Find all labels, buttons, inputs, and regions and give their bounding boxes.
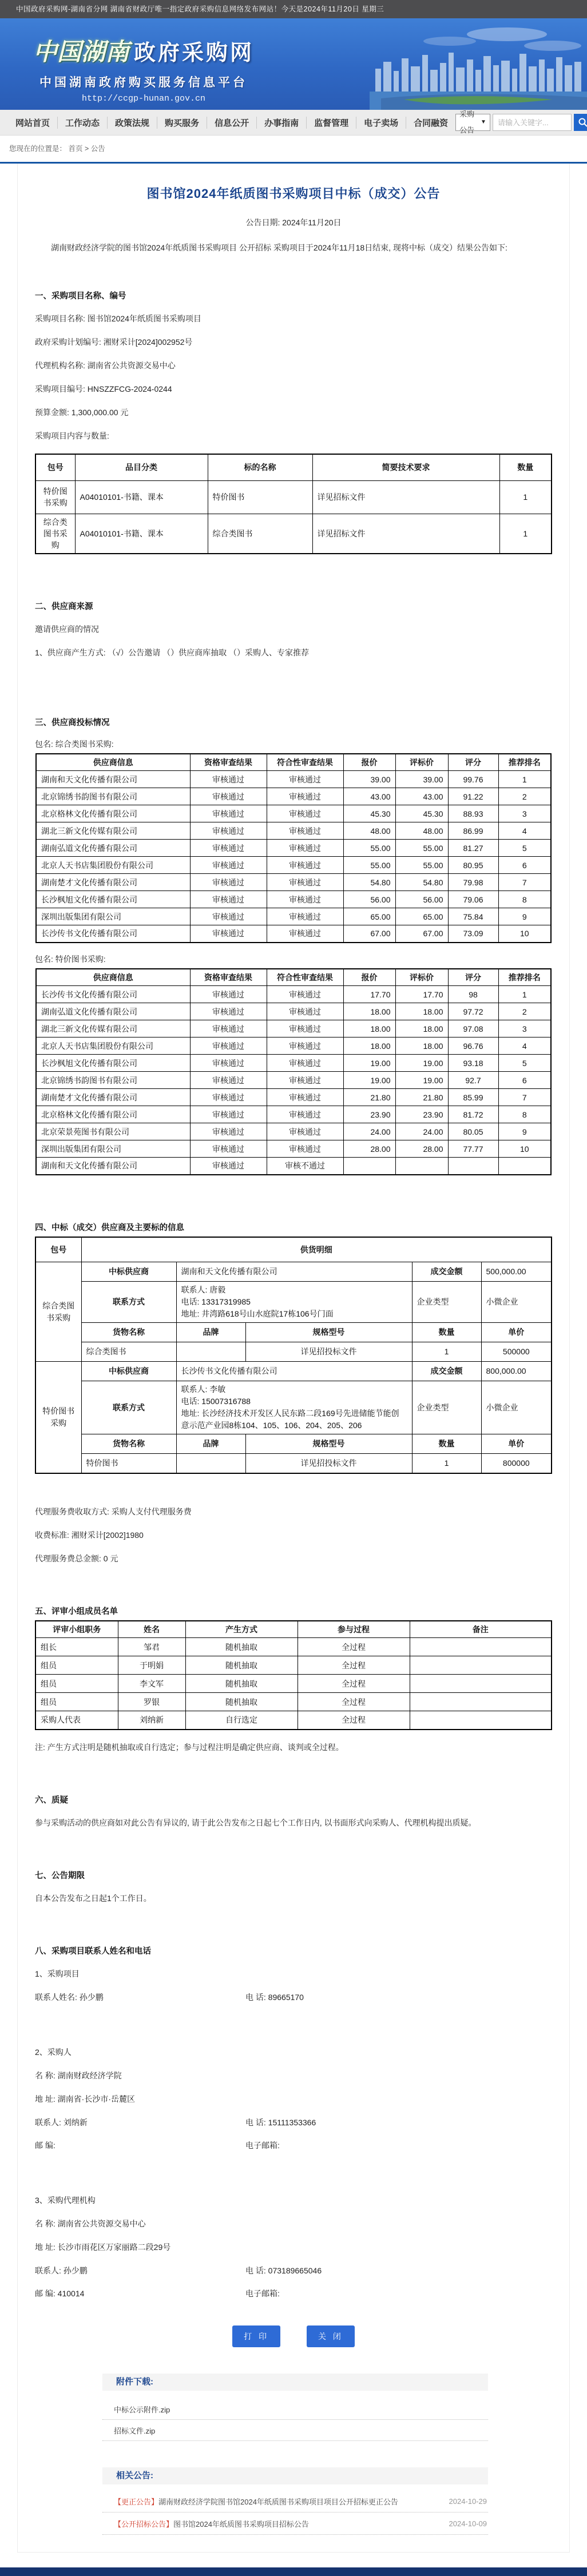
column-header: 报价 [343,969,395,986]
enterprise-type: 小微企业 [481,1381,552,1434]
table-row: 湖南弘道文化传播有限公司 审核通过 审核通过 55.00 55.00 81.27 5 [36,840,551,857]
nav-item-contract-finance[interactable]: 合同融资 [406,117,455,129]
column-header: 供应商信息 [36,754,190,771]
column-header: 资格审查结果 [190,969,267,986]
label-unit-price: 单价 [481,1323,552,1342]
nav-item-supervision[interactable]: 监督管理 [307,117,356,129]
award-amount: 800,000.00 [481,1362,552,1381]
project-contact-name: 联系人姓名: 孙少鹏 [35,1991,245,2003]
award-table [35,1237,552,1474]
table-row: 长沙枫旭文化传播有限公司 审核通过 审核通过 56.00 56.00 79.06 8 [36,891,551,908]
label-winning-supplier: 中标供应商 [81,1362,176,1381]
table-row: 组员 罗银 随机抽取 全过程 [35,1693,552,1711]
column-header: 产生方式 [185,1621,298,1638]
column-header: 供应商信息 [36,969,190,986]
contact-person: 联系人: 唐毅 [181,1284,407,1296]
breadcrumb-separator: > [85,145,91,153]
attachments-section [102,2374,488,2441]
table-row: 组员 于明娟 随机抽取 全过程 [35,1656,552,1675]
announcement-title: 图书馆2024年纸质图书采购项目招标公告 [173,2518,442,2529]
table-row: 特价图书采购 A04010101-书籍、课本 特价图书 详见招标文件 1 [35,480,552,514]
table-row: 湖南楚才文化传播有限公司 审核通过 审核通过 54.80 54.80 79.98 7 [36,874,551,891]
label-spec: 规格型号 [245,1434,412,1454]
announcement-tag: 【公开招标公告】 [114,2518,173,2529]
announcement-tag: 【更正公告】 [114,2496,158,2507]
review-panel-table [35,1620,552,1730]
agent-fee-method: 代理服务费收取方式: 采购人支付代理服务费 [35,1506,552,1518]
search-category-select[interactable] [455,114,490,131]
section4-heading: 四、中标（成交）供应商及主要标的信息 [35,1221,552,1233]
goods-name: 特价图书 [81,1454,176,1473]
publish-date: 公告日期: 2024年11月20日 [35,217,552,228]
column-header: 报价 [343,754,395,771]
table-row: 长沙传书文化传播有限公司 审核通过 审核通过 17.70 17.70 98 1 [36,986,551,1003]
items-label: 采购项目内容与数量: [35,430,552,442]
topbar-text: 中国政府采购网-湖南省分网 湖南省财政厅唯一指定政府采购信息网络发布网站！今天是2024年11月20日 星期三 [16,5,384,13]
bids-table-comprehensive [35,753,552,943]
notice-intro: 湖南财政经济学院的图书馆2024年纸质图书采购项目 公开招标 采购项目于2024年11月18日结束, 现将中标（成交）结果公告如下: [35,241,552,255]
agent-address: 地 址: 长沙市雨花区万家丽路二段29号 [35,2241,552,2253]
contact-person: 联系人: 李敏 [181,1384,407,1396]
page-title: 图书馆2024年纸质图书采购项目中标（成交）公告 [35,184,552,202]
nav-item-news[interactable]: 工作动态 [58,117,108,129]
supplier-invite-label: 邀请供应商的情况 [35,623,552,635]
project-number: 采购项目编号: HNSZZFCG-2024-0244 [35,383,552,395]
agency-name: 代理机构名称: 湖南省公共资源交易中心 [35,360,552,372]
table-row [35,1362,552,1381]
goods-qty: 1 [412,1342,481,1362]
nav-item-info-disclosure[interactable]: 信息公开 [207,117,257,129]
breadcrumb-prefix: 您现在的位置是： [9,145,66,153]
table-row: 湖北三新文化传媒有限公司 审核通过 审核通过 18.00 18.00 97.08 3 [36,1020,551,1037]
announcement-title: 湖南财政经济学院图书馆2024年纸质图书采购项目项目公开招标更正公告 [158,2496,442,2507]
logo-main-text: 政府采购网 [134,35,254,66]
award-col-package: 包号 [35,1237,81,1262]
print-button[interactable]: 打 印 [232,2325,280,2347]
label-award-amount: 成交金额 [412,1262,481,1282]
table-row: 组长 邹君 随机抽取 全过程 [35,1638,552,1656]
goods-spec: 详见招投标文件 [245,1342,412,1362]
contact-address: 地址: 井湾路618号山水庭院17栋106号门面 [181,1308,407,1320]
nav-item-policy[interactable]: 政策法规 [108,117,157,129]
announcement-date: 2024-10-29 [449,2497,487,2506]
table-row: 北京格林文化传播有限公司 审核通过 审核通过 23.90 23.90 81.72 8 [36,1106,551,1123]
attachments-heading: 附件下载: [102,2374,488,2391]
nav-item-home[interactable]: 网站首页 [8,117,58,129]
column-header: 评标价 [395,754,448,771]
label-goods-name: 货物名称 [81,1323,176,1342]
contact-sub2: 2、采购人 [35,2046,552,2058]
table-row: 组员 李文军 随机抽取 全过程 [35,1675,552,1693]
winning-supplier: 长沙传书文化传播有限公司 [176,1362,412,1381]
column-header: 资格审查结果 [190,754,267,771]
table-row: 湖南和天文化传播有限公司 审核通过 审核通过 39.00 39.00 99.76 1 [36,771,551,788]
goods-brand [176,1454,245,1473]
nav-item-e-mall[interactable]: 电子卖场 [356,117,406,129]
announcement-date: 2024-10-09 [449,2519,487,2528]
label-qty: 数量 [412,1323,481,1342]
chevron-down-icon: ▼ [481,114,486,130]
column-header: 品目分类 [75,454,208,480]
table-row: 深圳出版集团有限公司 审核通过 审核通过 65.00 65.00 75.84 9 [36,908,551,925]
contact-sub1: 1、采购项目 [35,1968,552,1980]
table-row: 湖北三新文化传媒有限公司 审核通过 审核通过 48.00 48.00 86.99 4 [36,822,551,840]
column-header: 包号 [35,454,75,480]
table-row: 湖南楚才文化传播有限公司 审核通过 审核通过 21.80 21.80 85.99 7 [36,1089,551,1106]
goods-name: 综合类图书 [81,1342,176,1362]
section7-heading: 七、公告期限 [35,1869,552,1881]
project-contact-phone: 电 话: 89665170 [245,1991,304,2003]
attachment-file-link[interactable]: 中标公示附件.zip [102,2399,488,2420]
table-row [35,1342,552,1362]
buyer-address: 地 址: 湖南省·长沙市·岳麓区 [35,2093,552,2105]
banner-subtitle: 中国湖南政府购买服务信息平台 [33,73,254,90]
buyer-name: 名 称: 湖南财政经济学院 [35,2070,552,2082]
table-row [35,1454,552,1473]
budget-amount: 预算金额: 1,300,000.00 元 [35,407,552,419]
goods-brand [176,1342,245,1362]
column-header: 推荐排名 [498,969,551,986]
attachment-file-link[interactable]: 招标文件.zip [102,2420,488,2441]
notice-content [17,164,570,2553]
breadcrumb [0,136,587,162]
nav-item-purchase-service[interactable]: 购买服务 [157,117,207,129]
site-banner [0,18,587,110]
enterprise-type: 小微企业 [481,1282,552,1323]
contact-address: 地址: 长沙经济技术开发区人民东路二段169号先进储能节能创意示范产业园8栋104、105、106、204、205、206 [181,1408,407,1432]
breadcrumb-home-link[interactable]: 首页 [69,145,83,153]
action-buttons [35,2325,552,2347]
buyer-email: 电子邮箱: [245,2140,280,2151]
award-package-name: 特价图书采购 [35,1362,81,1473]
related-announcement-link[interactable] [102,2490,488,2513]
goods-unit-price: 500000 [481,1342,552,1362]
package-label-special: 包名: 特价图书采购: [35,953,552,965]
project-name: 采购项目名称: 图书馆2024年纸质图书采购项目 [35,313,552,325]
table-row [35,1282,552,1323]
label-brand: 品牌 [176,1323,245,1342]
label-goods-name: 货物名称 [81,1434,176,1454]
agent-email: 电子邮箱: [245,2288,280,2299]
column-header: 标的名称 [208,454,312,480]
label-contact: 联系方式 [81,1381,176,1434]
table-row [35,1381,552,1434]
supplier-contact [176,1381,412,1434]
goods-unit-price: 800000 [481,1454,552,1473]
site-footer-bar [0,2567,587,2576]
table-row: 北京荣景苑图书有限公司 审核通过 审核通过 24.00 24.00 80.05 9 [36,1123,551,1140]
banner-url: http://ccgp-hunan.gov.cn [33,94,254,104]
label-enterprise-type: 企业类型 [412,1282,481,1323]
label-unit-price: 单价 [481,1434,552,1454]
agent-name-line: 名 称: 湖南省公共资源交易中心 [35,2218,552,2230]
column-header: 评审小组职务 [35,1621,118,1638]
section1-heading: 一、采购项目名称、编号 [35,289,552,301]
search-input[interactable] [493,114,572,131]
search-button[interactable] [574,114,587,131]
winning-supplier: 湖南和天文化传播有限公司 [176,1262,412,1282]
column-header: 参与过程 [298,1621,410,1638]
objection-text: 参与采购活动的供应商如对此公告有异议的, 请于此公告发布之日起七个工作日内, 以书面形式向采购人、代理机构提出质疑。 [35,1817,552,1829]
label-brand: 品牌 [176,1434,245,1454]
table-row: 长沙枫旭文化传播有限公司 审核通过 审核通过 19.00 19.00 93.18 5 [36,1055,551,1072]
search-category-value: 采购公告 [459,106,476,138]
award-amount: 500,000.00 [481,1262,552,1282]
table-row: 北京格林文化传播有限公司 审核通过 审核通过 45.30 45.30 88.93 3 [36,805,551,822]
table-row: 北京人天书店集团股份有限公司 审核通过 审核通过 18.00 18.00 96.76 4 [36,1037,551,1055]
section8-heading: 八、采购项目联系人姓名和电话 [35,1945,552,1957]
label-spec: 规格型号 [245,1323,412,1342]
plan-number: 政府采购计划编号: 湘财采计[2024]002952号 [35,336,552,348]
label-qty: 数量 [412,1434,481,1454]
section3-heading: 三、供应商投标情况 [35,716,552,728]
column-header: 评分 [448,969,498,986]
table-row: 北京人天书店集团股份有限公司 审核通过 审核通过 55.00 55.00 80.95 6 [36,857,551,874]
related-announcement-link[interactable] [102,2513,488,2535]
site-topbar [0,0,587,18]
section5-heading: 五、评审小组成员名单 [35,1605,552,1617]
logo-calligraphy-text: 中国湖南 [33,33,129,67]
contact-sub3: 3、采购代理机构 [35,2195,552,2207]
label-winning-supplier: 中标供应商 [81,1262,176,1282]
agent-zip: 邮 编: 410014 [35,2288,245,2299]
table-row [35,1434,552,1454]
review-note: 注: 产生方式注明是随机抽取或自行选定；参与过程注明是确定供应商、谈判或全过程。 [35,1742,552,1754]
table-row: 综合类图书采购 A04010101-书籍、课本 综合类图书 详见招标文件 1 [35,514,552,554]
column-header: 数量 [499,454,552,480]
site-logo [33,33,254,104]
column-header: 评分 [448,754,498,771]
buyer-phone: 电 话: 15111353366 [245,2117,316,2128]
close-button[interactable]: 关 闭 [307,2325,355,2347]
award-col-detail: 供货明细 [81,1237,552,1262]
table-row: 北京锦绣书韵图书有限公司 审核通过 审核通过 43.00 43.00 91.22 2 [36,788,551,805]
column-header: 简要技术要求 [312,454,499,480]
bids-table-special [35,968,552,1175]
column-header: 符合性审查结果 [267,969,343,986]
main-nav [0,110,587,136]
supplier-method-line: 1、供应商产生方式: （√）公告邀请 （）供应商库抽取 （）采购人、专家推荐 [35,647,552,659]
search-icon [578,117,587,128]
related-heading: 相关公告: [102,2467,488,2484]
table-row: 深圳出版集团有限公司 审核通过 审核通过 28.00 28.00 77.77 10 [36,1140,551,1158]
table-row [35,1262,552,1282]
label-contact: 联系方式 [81,1282,176,1323]
column-header: 推荐排名 [498,754,551,771]
breadcrumb-current[interactable]: 公告 [91,145,105,153]
buyer-zip: 邮 编: [35,2140,245,2151]
table-row: 湖南弘道文化传播有限公司 审核通过 审核通过 18.00 18.00 97.72 2 [36,1003,551,1020]
table-row [35,1323,552,1342]
nav-item-guide[interactable]: 办事指南 [257,117,307,129]
contact-phone: 电话: 15007316788 [181,1396,407,1408]
column-header: 评标价 [395,969,448,986]
supplier-contact [176,1282,412,1323]
agent-contact: 联系人: 孙少鹏 [35,2265,245,2276]
goods-qty: 1 [412,1454,481,1473]
table-row: 长沙传书文化传播有限公司 审核通过 审核通过 67.00 67.00 73.09 10 [36,925,551,943]
search-bar [455,114,587,131]
column-header: 符合性审查结果 [267,754,343,771]
contact-phone: 电话: 13317319985 [181,1296,407,1308]
buyer-contact: 联系人: 刘纳新 [35,2117,245,2128]
agent-phone: 电 话: 073189665046 [245,2265,322,2276]
label-award-amount: 成交金额 [412,1362,481,1381]
section2-heading: 二、供应商来源 [35,600,552,612]
agent-fee-total: 代理服务费总金额: 0 元 [35,1553,552,1565]
project-items-table [35,454,552,554]
announcement-period: 自本公告发布之日起1个工作日。 [35,1893,552,1905]
goods-spec: 详见招投标文件 [245,1454,412,1473]
table-row: 湖南和天文化传播有限公司 审核通过 审核不通过 [36,1158,551,1175]
column-header: 备注 [410,1621,552,1638]
package-label-comprehensive: 包名: 综合类图书采购: [35,738,552,750]
award-package-name: 综合类图书采购 [35,1262,81,1362]
table-row: 采购人代表 刘纳新 自行选定 全过程 [35,1711,552,1730]
related-announcements-section [102,2467,488,2535]
label-enterprise-type: 企业类型 [412,1381,481,1434]
section6-heading: 六、质疑 [35,1794,552,1806]
table-row: 北京锦绣书韵图书有限公司 审核通过 审核通过 19.00 19.00 92.7 6 [36,1072,551,1089]
column-header: 姓名 [118,1621,185,1638]
agent-fee-standard: 收费标准: 湘财采计[2002]1980 [35,1529,552,1541]
city-skyline-illustration [232,18,587,110]
